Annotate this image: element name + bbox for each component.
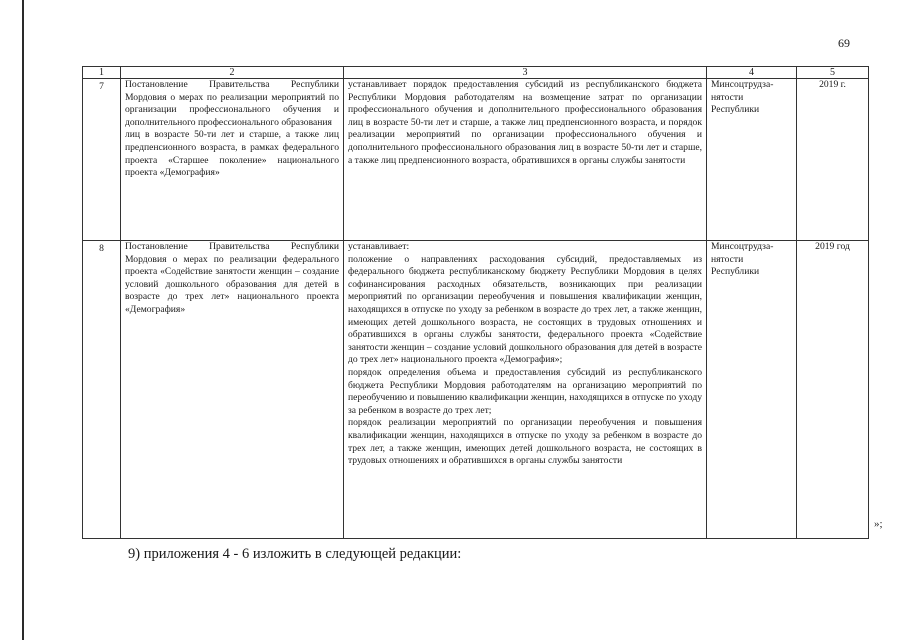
- description-paragraph: порядок реализации мероприятий по организации переобучения и повышения квалификации женщин, находящихся в отпуске по уходу за ребенком в возрасте до трех лет, а также женщин, имеющих детей дошкольного возраста, не состоящих в трудовых отношениях и обратившихся в органы службы занятости: [348, 417, 702, 467]
- document-description: [344, 241, 707, 539]
- header-col-1: 1: [83, 67, 121, 79]
- header-col-4: 4: [707, 67, 797, 79]
- executor: Минсоцтрудза- нятости Республики: [707, 241, 797, 539]
- scan-edge-line: [22, 0, 24, 640]
- closing-quote: »;: [874, 518, 883, 530]
- document-description: [344, 79, 707, 241]
- header-col-5: 5: [797, 67, 869, 79]
- document-name: Постановление Правительства Республики Мордовия о мерах по реализации федерального проекта «Содействие занятости женщин – создание условий дошкольного образования для детей в возрасте до трех лет» национального проекта «Демография»: [121, 241, 344, 539]
- table-header-row: [83, 67, 869, 79]
- measures-table: [82, 66, 869, 539]
- row-number: 8: [83, 241, 121, 539]
- description-paragraph: положение о направлениях расходования субсидий, предоставляемых из федерального бюджета республиканскому бюджету Республики Мордовия в целях софинансирования расходных обязательств, возникающих при реализации мероприятий по организации переобучения и повышения квалификации женщин, находящихся в отпуске по уходу за ребенком в возрасте до трех лет, а также женщин, имеющих детей дошкольного возраста, не состоящих в трудовых отношениях и обратившихся в органы службы занятости, федерального проекта «Содействие занятости женщин – создание условий дошкольного образования для детей в возрасте до трех лет» национального проекта «Демография»;: [348, 253, 702, 366]
- table-row: [83, 241, 869, 539]
- description-paragraph: устанавливает порядок предоставления субсидий из республиканского бюджета Республики Мордовия работодателям на возмещение затрат по организации профессионального обучения и дополнительного профессионального образования лиц в возрасте 50-ти лет и старше, а также лиц предпенсионного возраста, и порядок реализации мероприятий по организации профессионального обучения и дополнительного профессионального образования лиц в возрасте 50-ти лет и старше, а также лиц предпенсионного возраста, обратившихся в органы службы занятости: [348, 79, 702, 166]
- description-paragraph: устанавливает:: [348, 241, 410, 252]
- table-row: [83, 79, 869, 241]
- description-paragraph: порядок определения объема и предоставления субсидий из республиканского бюджета Республики Мордовия работодателям на организацию мероприятий по переобучению и повышению квалификации женщин, находящихся в отпуске по уходу за ребенком в возрасте до трех лет;: [348, 366, 702, 416]
- deadline-year: 2019 год: [797, 241, 869, 539]
- executor: Минсоцтрудза- нятости Республики: [707, 79, 797, 241]
- page-number: 69: [838, 36, 850, 50]
- document-name: Постановление Правительства Республики Мордовия о мерах по реализации мероприятий по организации профессионального обучения и дополнительного профессионального образования лиц в возрасте 50-ти лет и старше, а также лиц предпенсионного возраста, в рамках федерального проекта «Старшее поколение» национального проекта «Демография»: [121, 79, 344, 241]
- header-col-2: 2: [121, 67, 344, 79]
- deadline-year: 2019 г.: [797, 79, 869, 241]
- amendment-paragraph: 9) приложения 4 - 6 изложить в следующей редакции:: [128, 546, 462, 562]
- header-col-3: 3: [344, 67, 707, 79]
- row-number: 7: [83, 79, 121, 241]
